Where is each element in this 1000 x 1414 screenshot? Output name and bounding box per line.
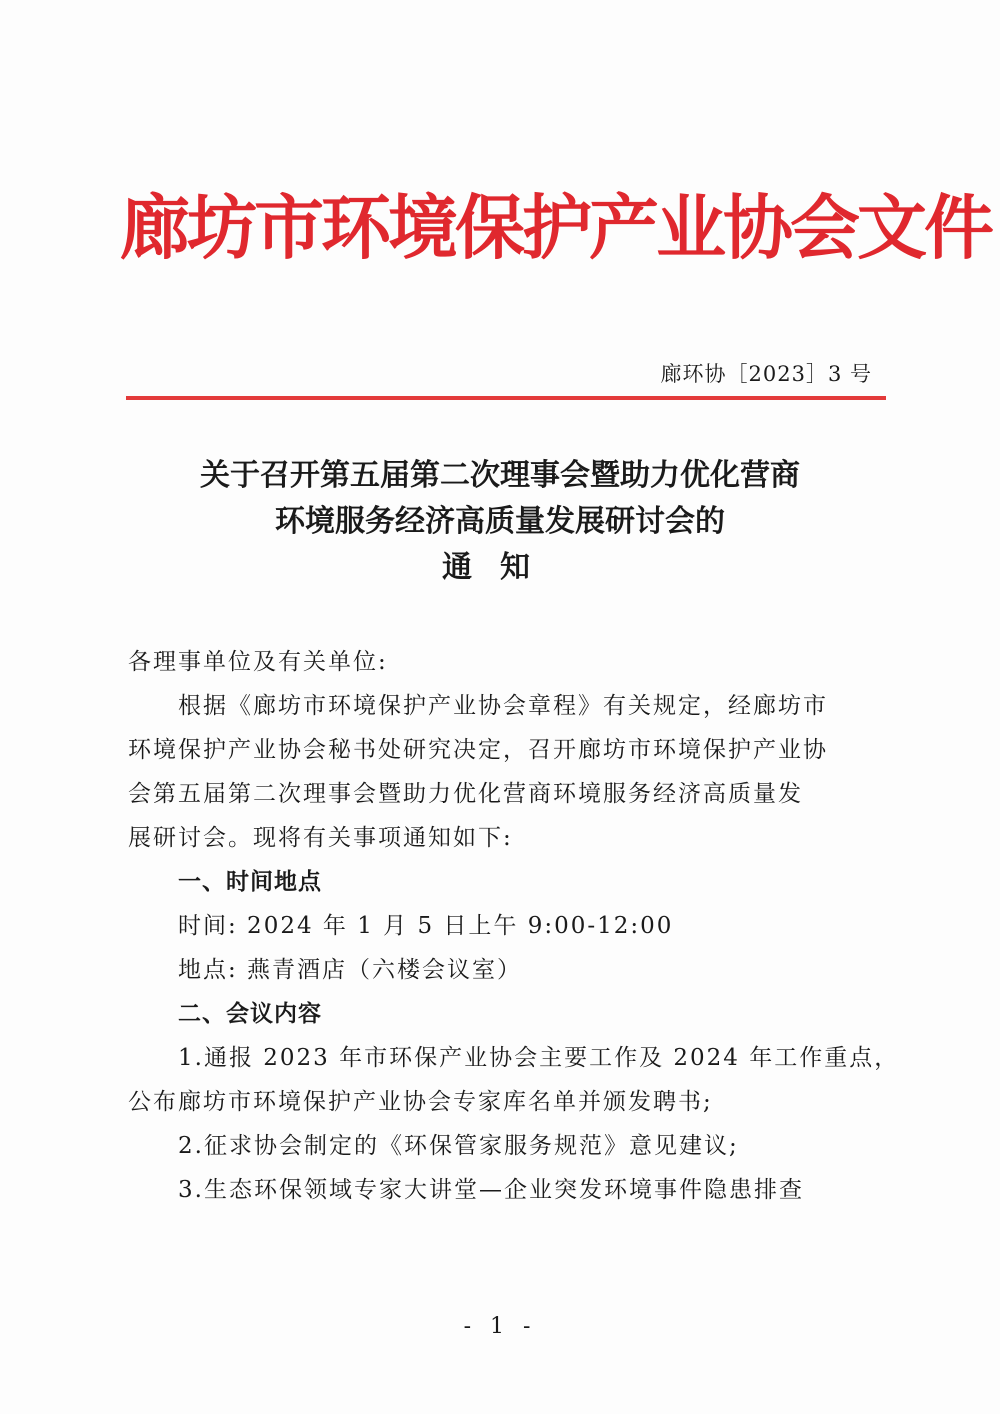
organization-header-title: 廊坊市环境保护产业协会文件 xyxy=(120,186,991,269)
intro-line: 环境保护产业协会秘书处研究决定，召开廊坊市环境保护产业协 xyxy=(128,737,828,763)
page-number: - 1 - xyxy=(463,1314,537,1339)
intro-line: 根据《廊坊市环境保护产业协会章程》有关规定，经廊坊市 xyxy=(178,693,828,719)
intro-line: 展研讨会。现将有关事项通知如下: xyxy=(128,825,513,851)
red-divider-line xyxy=(126,396,886,400)
intro-line: 会第五届第二次理事会暨助力优化营商环境服务经济高质量发 xyxy=(128,781,803,807)
notice-title-line-2: 环境服务经济高质量发展研讨会的 xyxy=(275,504,725,539)
notice-title-line-3: 通知 xyxy=(442,550,558,585)
meeting-place: 地点: 燕青酒店（六楼会议室） xyxy=(178,957,523,983)
section-heading-time-place: 一、时间地点 xyxy=(178,869,322,895)
document-number: 廊环协［2023］3 号 xyxy=(660,362,872,386)
notice-body xyxy=(128,640,900,1212)
salutation: 各理事单位及有关单位: xyxy=(128,649,388,675)
agenda-item: 3.生态环保领域专家大讲堂—企业突发环境事件隐患排查 xyxy=(178,1177,804,1203)
notice-title-line-1: 关于召开第五届第二次理事会暨助力优化营商 xyxy=(200,458,800,493)
agenda-item-continuation: 公布廊坊市环境保护产业协会专家库名单并颁发聘书; xyxy=(128,1089,713,1115)
section-heading-content: 二、会议内容 xyxy=(178,1001,322,1027)
agenda-item: 1.通报 2023 年市环保产业协会主要工作及 2024 年工作重点， xyxy=(178,1045,900,1071)
meeting-time: 时间: 2024 年 1 月 5 日上午 9:00-12:00 xyxy=(178,913,674,939)
agenda-item: 2.征求协会制定的《环保管家服务规范》意见建议; xyxy=(178,1133,739,1159)
